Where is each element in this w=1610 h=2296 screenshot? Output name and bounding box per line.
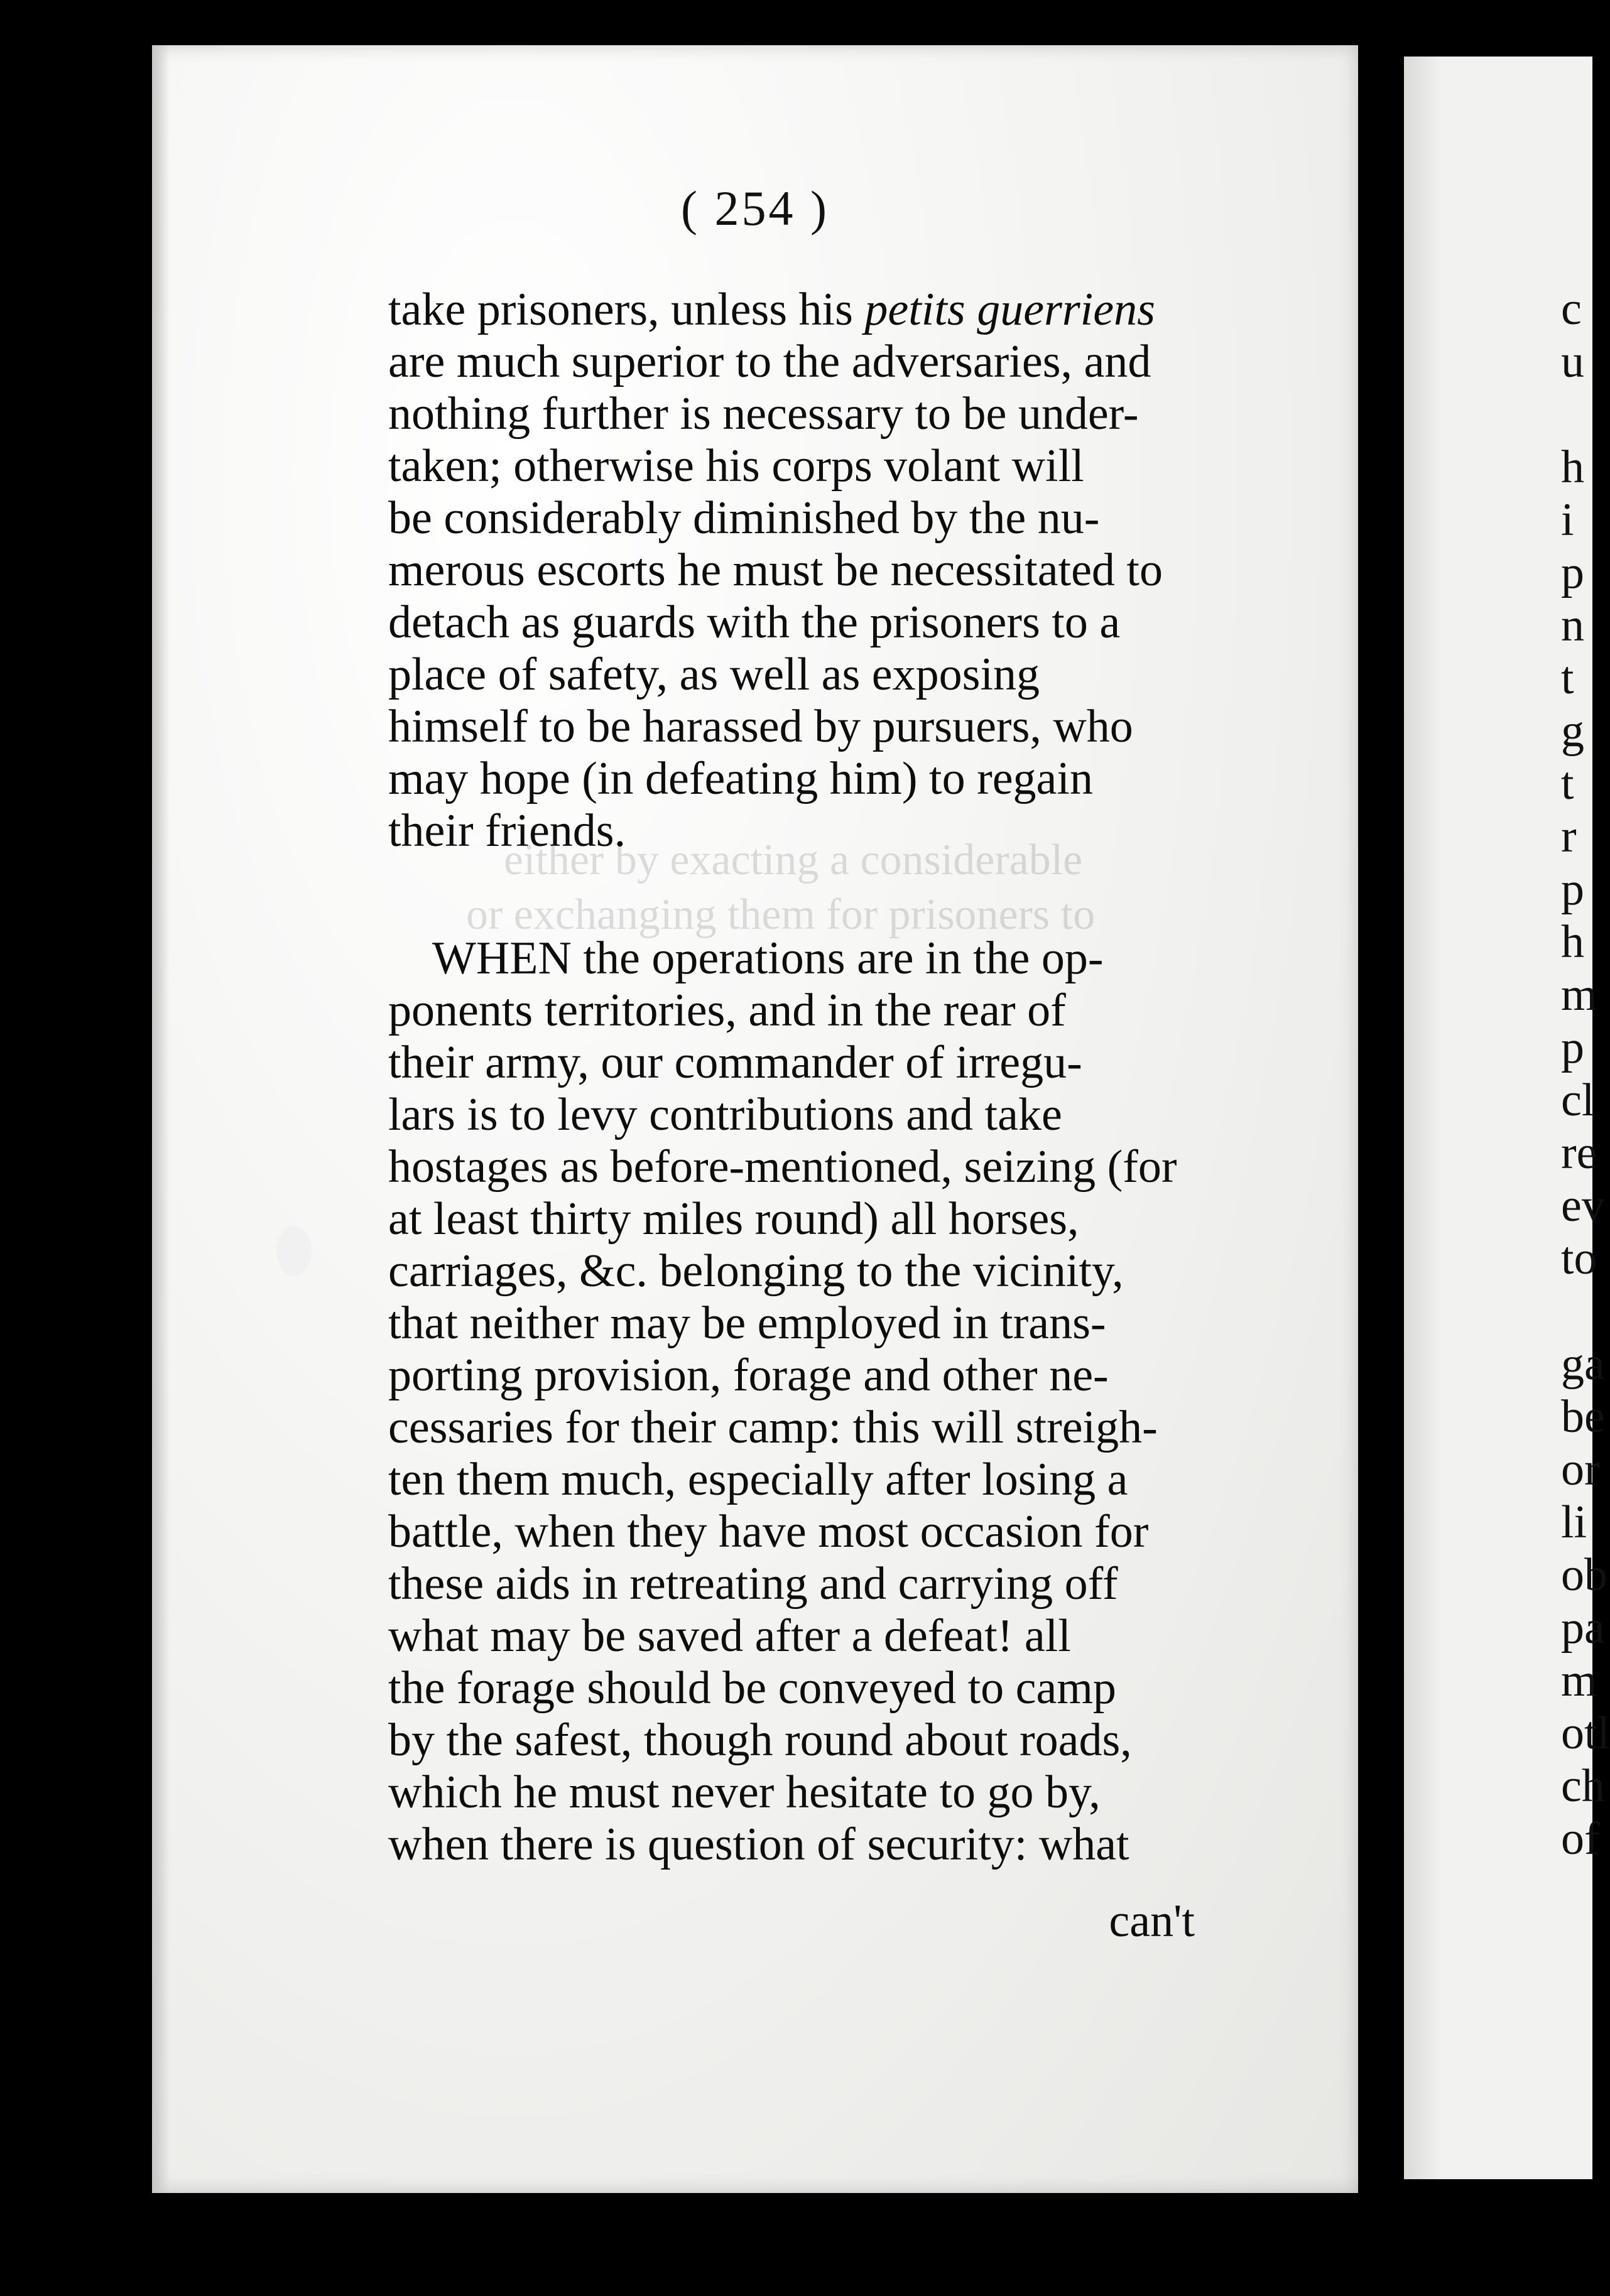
paper-blemish — [276, 1226, 312, 1276]
text-line: at least thirty miles round) all horses, — [388, 1193, 1079, 1245]
text-line: that neither may be employed in trans- — [388, 1297, 1106, 1349]
facing-page-fragment: be — [1561, 1391, 1605, 1443]
facing-page-fragment: of — [1561, 1813, 1600, 1865]
text-line: lars is to levy contributions and take — [388, 1089, 1062, 1140]
facing-page-fragment: ga — [1561, 1338, 1605, 1390]
facing-page-fragment: p — [1561, 547, 1584, 598]
text-line: hostages as before-mentioned, seizing (for — [388, 1141, 1177, 1193]
facing-page-fragment: h — [1561, 441, 1584, 493]
facing-page-edge — [1404, 57, 1610, 2179]
bleed-through-text-2: or exchanging them for prisoners to — [466, 891, 1096, 939]
facing-page-fragment: p — [1561, 1022, 1584, 1073]
text-line: these aids in retreating and carrying off — [388, 1558, 1118, 1610]
facing-page-fragment: re — [1561, 1127, 1597, 1179]
text-line: take prisoners, unless his petits guerriens — [388, 284, 1155, 335]
page-gutter-shadow — [152, 45, 170, 2193]
text-line: battle, when they have most occasion for — [388, 1506, 1149, 1557]
facing-page-fragment: ch — [1561, 1760, 1605, 1812]
facing-page-fragment: h — [1561, 916, 1584, 968]
body-text — [388, 284, 1368, 1871]
facing-page-fragment: r — [1561, 811, 1577, 862]
facing-page-fragment: n — [1561, 600, 1584, 651]
text-line: which he must never hesitate to go by, — [388, 1767, 1101, 1818]
facing-page-fragment: g — [1561, 705, 1584, 757]
paragraph-1 — [388, 284, 1368, 857]
text-line: merous escorts he must be necessitated to — [388, 544, 1163, 596]
text-line: WHEN the operations are in the op- — [432, 933, 1104, 984]
paragraph-2 — [388, 933, 1368, 1871]
book-page — [152, 45, 1358, 2193]
text-line: the forage should be conveyed to camp — [388, 1662, 1116, 1714]
text-line: taken; otherwise his corps volant will — [388, 440, 1084, 492]
text-line: carriages, &c. belonging to the vicinity, — [388, 1245, 1124, 1297]
text-line: are much superior to the adversaries, and — [388, 336, 1151, 387]
text-line: detach as guards with the prisoners to a — [388, 597, 1121, 648]
text-line: their army, our commander of irregu- — [388, 1037, 1082, 1088]
facing-page-fragment: t — [1561, 653, 1574, 704]
facing-page-fragment: ev — [1561, 1180, 1605, 1232]
text-line: when there is question of security: what — [388, 1819, 1129, 1870]
text-line: may hope (in defeating him) to regain — [388, 753, 1093, 804]
page-number: ( 254 ) — [681, 181, 829, 236]
facing-page-fragment: c — [1561, 283, 1582, 335]
text-line: himself to be harassed by pursuers, who — [388, 701, 1133, 752]
facing-page-fragment: pa — [1561, 1602, 1605, 1654]
facing-page-fragment: to — [1561, 1233, 1597, 1284]
text-line: ten them much, especially after losing a — [388, 1454, 1128, 1505]
facing-page-fragment: m — [1561, 1655, 1597, 1706]
text-line: their friends. — [388, 805, 626, 857]
text-line: ponents territories, and in the rear of — [388, 985, 1066, 1036]
catchword: can't — [1109, 1895, 1195, 1947]
facing-page-fragment: cl — [1561, 1075, 1595, 1126]
facing-page-fragment: u — [1561, 336, 1584, 387]
text-line: nothing further is necessary to be under- — [388, 388, 1139, 440]
facing-page-fragment: or — [1561, 1444, 1600, 1495]
facing-page-fragment: i — [1561, 494, 1574, 546]
text-line: by the safest, though round about roads, — [388, 1714, 1132, 1766]
bleed-through-text-1: either by exacting a considerable — [504, 836, 1083, 884]
text-line: what may be saved after a defeat! all — [388, 1610, 1071, 1662]
facing-page-fragment: otl — [1561, 1708, 1610, 1759]
facing-page-fragment: ob — [1561, 1549, 1607, 1601]
text-line: cessaries for their camp: this will streigh- — [388, 1402, 1158, 1453]
facing-page-fragment: m — [1561, 969, 1597, 1021]
facing-page-fragment: li — [1561, 1497, 1587, 1548]
text-line: place of safety, as well as exposing — [388, 649, 1040, 700]
text-line: porting provision, forage and other ne- — [388, 1350, 1109, 1401]
text-line: be considerably diminished by the nu- — [388, 492, 1100, 544]
facing-page-fragment: p — [1561, 864, 1584, 915]
facing-page-fragment: t — [1561, 758, 1574, 810]
